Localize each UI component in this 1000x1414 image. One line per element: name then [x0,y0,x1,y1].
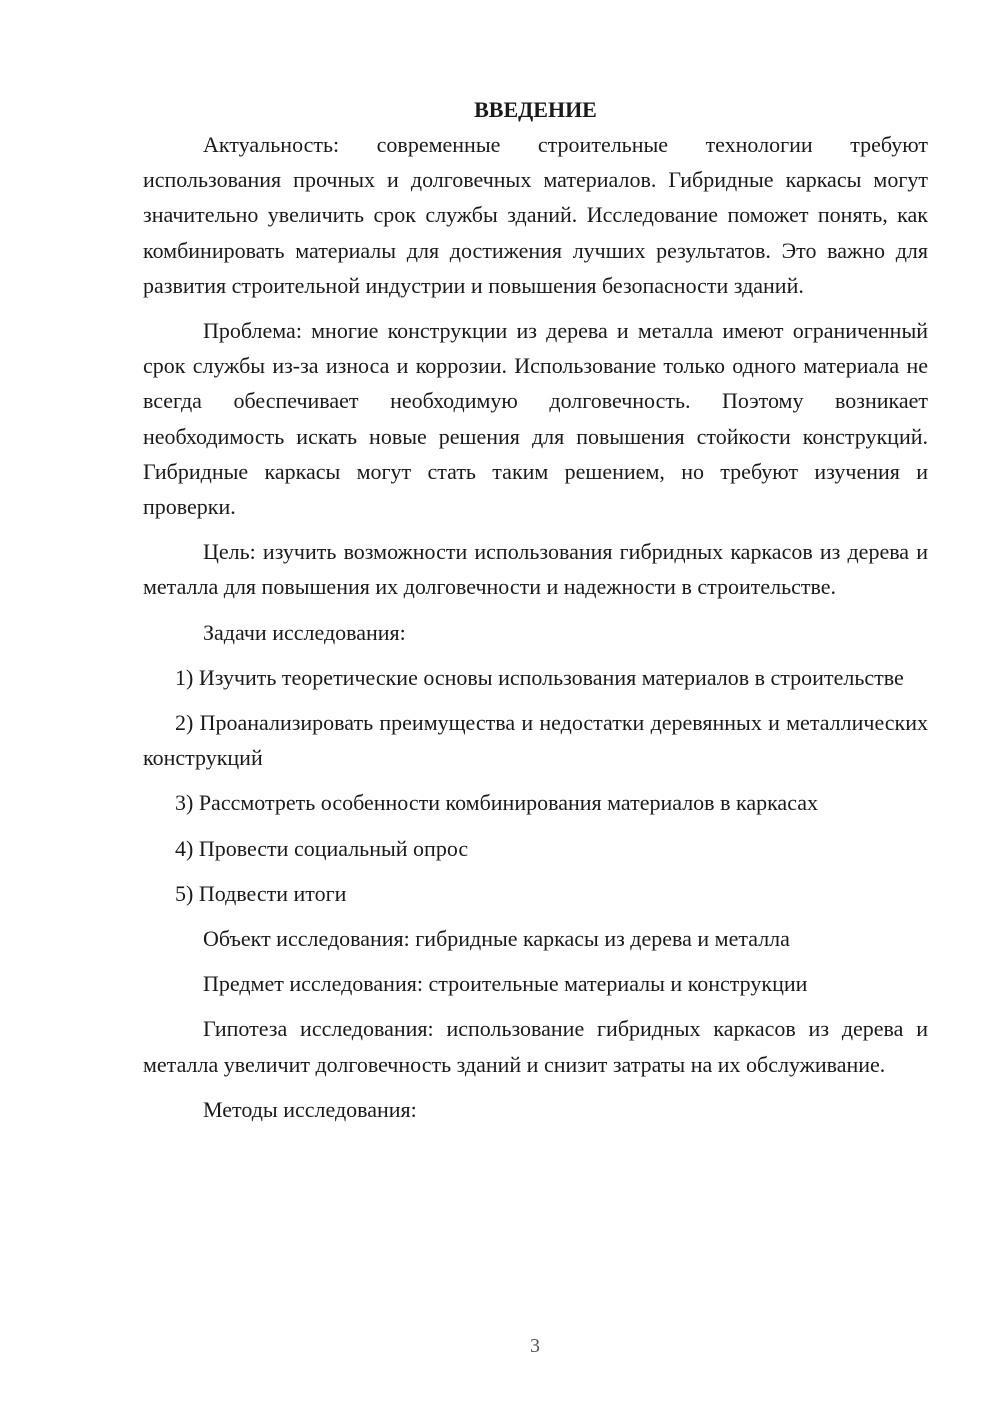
document-page [143,92,928,1127]
paragraph-hypothesis: Гипотеза исследования: использование гибридных каркасов из дерева и металла увеличит долговечность зданий и снизит затраты на их обслуживание. [143,1016,928,1077]
paragraph-problem: Проблема: многие конструкции из дерева и металла имеют ограниченный срок службы из-за износа и коррозии. Использование только одного материала не всегда обеспечивает необходимую долговечность. Поэтому возникает необходимость искать новые решения для повышения стойкости конструкций. Гибридные каркасы могут стать таким решением, но требуют изучения и проверки. [143,318,928,520]
paragraph-object: Объект исследования: гибридные каркасы из дерева и металла [203,926,790,952]
list-item-task-3: 3) Рассмотреть особенности комбинирования материалов в каркасах [175,790,818,816]
paragraph-subject: Предмет исследования: строительные материалы и конструкции [203,971,808,997]
list-item-task-4: 4) Провести социальный опрос [175,835,469,861]
page-title: ВВЕДЕНИЕ [474,97,597,122]
paragraph-relevance: Актуальность: современные строительные технологии требуют использования прочных и долговечных материалов. Гибридные каркасы могут значительно увеличить срок службы зданий. Исследование поможет понять, как комбинировать материалы для достижения лучших результатов. Это важно для развития строительной индустрии и повышения безопасности зданий. [143,132,928,298]
methods-title: Методы исследования: [203,1096,417,1122]
list-item-task-5: 5) Подвести итоги [175,880,347,906]
list-item-task-1: 1) Изучить теоретические основы использования материалов в строительстве [175,664,904,690]
page-number: 3 [530,1335,540,1357]
paragraph-goal: Цель: изучить возможности использования гибридных каркасов из дерева и металла для повышения их долговечности и надежности в строительстве. [143,539,928,600]
tasks-title: Задачи исследования: [203,619,406,645]
list-item-task-2: 2) Проанализировать преимущества и недостатки деревянных и металлических конструкций [143,710,928,771]
